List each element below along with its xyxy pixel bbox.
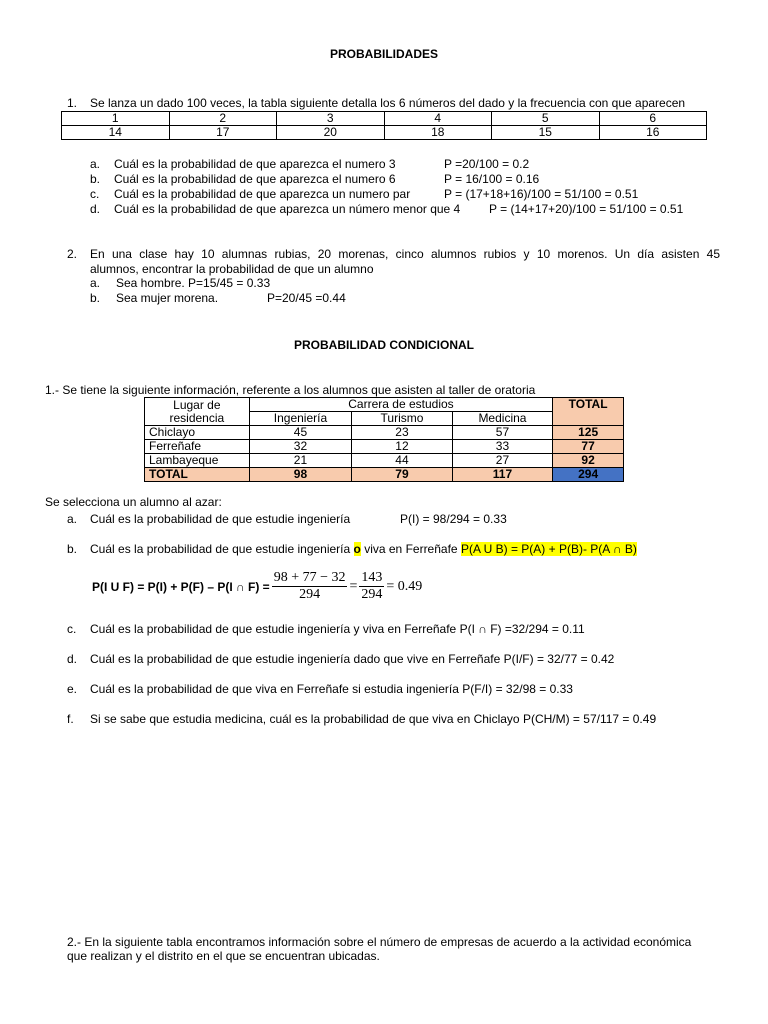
cond-a-text: Cuál es la probabilidad de que estudie ingeniería [90, 512, 351, 526]
q2-item-text: Sea mujer morena. [116, 291, 219, 305]
cond-d-text: Cuál es la probabilidad de que estudie ingeniería dado que vive en Ferreñafe P(I/F) = 32/77 = 0.42 [90, 652, 615, 666]
q2-number: 2. [67, 247, 78, 261]
cond-b-line [90, 542, 637, 556]
cond-c-text: Cuál es la probabilidad de que estudie ingeniería y viva en Ferreñafe P(I ∩ F) =32/294 = 0.11 [90, 622, 585, 636]
cell: 44 [352, 454, 452, 468]
dice-freq: 16 [599, 126, 707, 140]
cond-letter: b. [67, 542, 78, 556]
q1-item-text: Cuál es la probabilidad de que aparezca el numero 3 [114, 157, 396, 171]
q2b-line1: 2.- En la siguiente tabla encontramos información sobre el número de empresas de acuerdo a la actividad económica [67, 935, 692, 949]
header-lugar [145, 398, 250, 426]
q1-item-answer: P = (17+18+16)/100 = 51/100 = 0.51 [444, 187, 639, 201]
cond-letter: f. [67, 712, 74, 726]
q1-item-text: Cuál es la probabilidad de que aparezca un numero par [114, 187, 411, 201]
cell: 12 [352, 440, 452, 454]
fraction [272, 570, 348, 603]
dice-face: 3 [277, 112, 385, 126]
header-lugar-line1: Lugar de [173, 397, 221, 412]
fraction-numerator: 143 [361, 570, 383, 585]
q2-item-text: Sea hombre. P=15/45 = 0.33 [116, 276, 271, 290]
row-total: 92 [553, 454, 624, 468]
grand-total: 294 [553, 468, 624, 482]
formula-result: = 0.49 [386, 578, 423, 594]
cond-letter: d. [67, 652, 78, 666]
fraction-denominator: 294 [361, 587, 383, 602]
q2-text-line1: En una clase hay 10 alumnas rubias, 20 morenas, cinco alumnos rubios y 10 morenos. Un día asisten 45 [90, 247, 720, 261]
cond-e-text: Cuál es la probabilidad de que viva en Ferreñafe si estudia ingeniería P(F/I) = 32/98 = 0.33 [90, 682, 573, 696]
dice-faces-row [62, 112, 707, 126]
col-total: 98 [249, 468, 352, 482]
dice-face: 5 [492, 112, 600, 126]
cond-f-text: Si se sabe que estudia medicina, cuál es la probabilidad de que viva en Chiclayo P(CH/M) = 57/117 = 0.49 [90, 712, 657, 726]
union-formula [92, 570, 422, 603]
q1-item-letter: a. [90, 157, 101, 171]
cell: 23 [352, 426, 452, 440]
table-row [145, 440, 624, 454]
cell: 57 [452, 426, 553, 440]
cond-letter: a. [67, 512, 78, 526]
cond-letter: c. [67, 622, 77, 636]
row-total: 77 [553, 440, 624, 454]
header-col: Medicina [452, 412, 553, 426]
dice-freq: 15 [492, 126, 600, 140]
col-total: 79 [352, 468, 452, 482]
dice-face: 1 [62, 112, 170, 126]
fraction-numerator: 98 + 77 − 32 [273, 570, 346, 585]
row-name: Lambayeque [145, 454, 250, 468]
equals-sign: = [349, 578, 358, 594]
select-text: Se selecciona un alumno al azar: [45, 495, 222, 509]
header-carrera: Carrera de estudios [249, 398, 553, 412]
header-lugar-line2: residencia [169, 410, 225, 425]
header-total: TOTAL [553, 398, 624, 426]
cond-letter: e. [67, 682, 78, 696]
cell: 27 [452, 454, 553, 468]
dice-table [61, 111, 707, 140]
cond-b-formula: P(A U B) = P(A) + P(B)- P(A ∩ B) [460, 542, 637, 556]
row-total: 125 [553, 426, 624, 440]
dice-freq: 20 [277, 126, 385, 140]
cell: 32 [249, 440, 352, 454]
formula-lhs: P(I U F) = P(I) + P(F) – P(I ∩ F) = [92, 579, 270, 594]
section-title: PROBABILIDAD CONDICIONAL [294, 338, 474, 352]
q1-text: Se lanza un dado 100 veces, la tabla siguiente detalla los 6 números del dado y la frecuencia con que aparecen [90, 96, 686, 110]
dice-face: 6 [599, 112, 707, 126]
row-name: Ferreñafe [145, 440, 250, 454]
dice-freq: 14 [62, 126, 170, 140]
table-row [145, 426, 624, 440]
dice-freq-row [62, 126, 707, 140]
q1-item-answer: P =20/100 = 0.2 [444, 157, 530, 171]
q1-item-letter: d. [90, 202, 101, 216]
total-label: TOTAL [145, 468, 250, 482]
cond-b-text-after: viva en Ferreñafe [360, 542, 461, 556]
dice-freq: 18 [384, 126, 492, 140]
header-col: Ingeniería [249, 412, 352, 426]
q1-item-letter: b. [90, 172, 101, 186]
students-table [144, 397, 624, 482]
cell: 33 [452, 440, 553, 454]
q1-number: 1. [67, 96, 78, 110]
cell: 45 [249, 426, 352, 440]
dice-freq: 17 [169, 126, 277, 140]
q2-item-letter: a. [90, 276, 101, 290]
q2-item-answer: P=20/45 =0.44 [267, 291, 346, 305]
cond-intro: 1.- Se tiene la siguiente información, referente a los alumnos que asisten al taller de oratoria [45, 383, 536, 397]
q1-item-answer: P = 16/100 = 0.16 [444, 172, 540, 186]
fraction [359, 570, 384, 603]
q1-item-answer: P = (14+17+20)/100 = 51/100 = 0.51 [489, 202, 684, 216]
dice-face: 2 [169, 112, 277, 126]
q1-item-text: Cuál es la probabilidad de que aparezca un número menor que 4 [114, 202, 461, 216]
dice-face: 4 [384, 112, 492, 126]
q2-item-letter: b. [90, 291, 101, 305]
table-total-row [145, 468, 624, 482]
header-col: Turismo [352, 412, 452, 426]
row-name: Chiclayo [145, 426, 250, 440]
q2-text-line2: alumnos, encontrar la probabilidad de que un alumno [90, 262, 374, 276]
q1-item-text: Cuál es la probabilidad de que aparezca el numero 6 [114, 172, 396, 186]
cond-b-o: o [353, 542, 361, 556]
table-header-row [145, 398, 624, 412]
cell: 21 [249, 454, 352, 468]
q1-item-letter: c. [90, 187, 100, 201]
fraction-denominator: 294 [299, 587, 321, 602]
cond-b-text: Cuál es la probabilidad de que estudie ingeniería [90, 542, 354, 556]
cond-a-answer: P(I) = 98/294 = 0.33 [400, 512, 507, 526]
table-row [145, 454, 624, 468]
q2b-line2: que realizan y el distrito en el que se encuentran ubicadas. [67, 949, 380, 963]
col-total: 117 [452, 468, 553, 482]
page-title: PROBABILIDADES [329, 47, 438, 61]
